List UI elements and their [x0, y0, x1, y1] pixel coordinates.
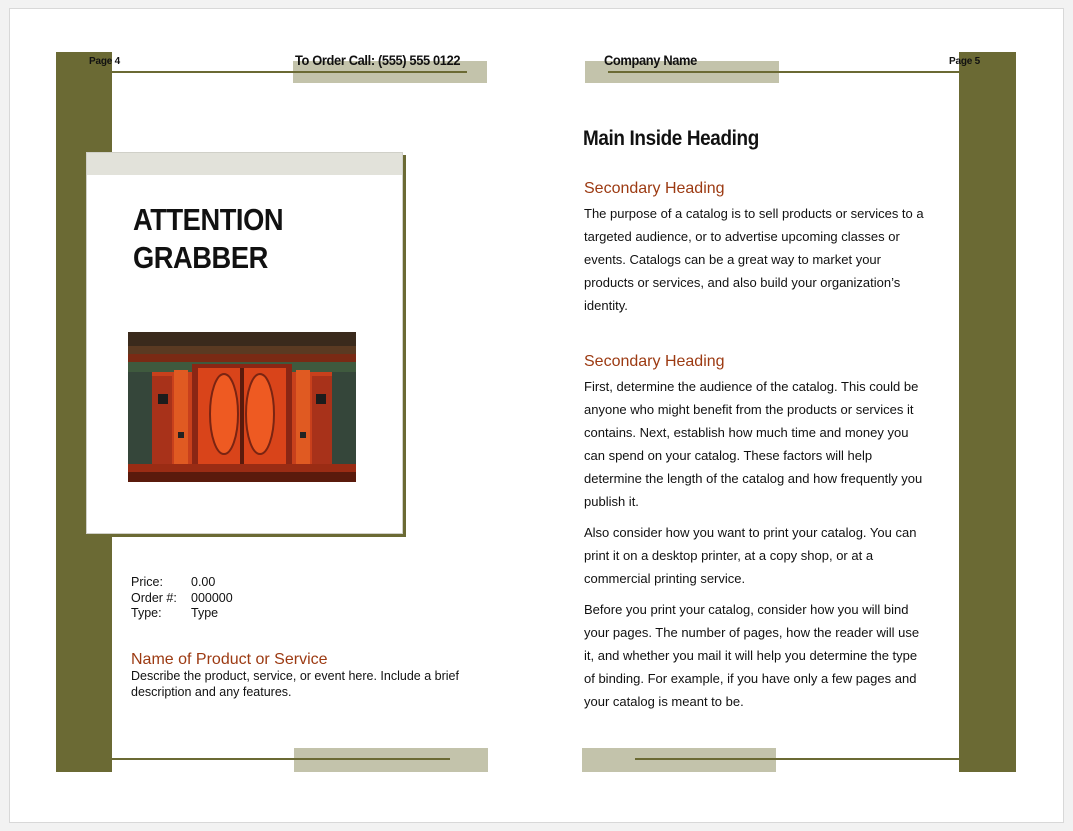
left-header-rule [112, 71, 467, 73]
main-inside-heading: Main Inside Heading [583, 127, 759, 150]
right-footer-tan-block [582, 748, 776, 772]
right-header-rule [608, 71, 959, 73]
left-page-number: Page 4 [89, 56, 121, 67]
right-page-number: Page 5 [949, 56, 981, 67]
product-title: Name of Product or Service [131, 651, 328, 668]
section-2-paragraph-3: Before you print your catalog, consider how you will bind your pages. The number of pages, how the reader will use it, and whether you mail it will help you determine the type of binding. For example, if you have only a few pages and your catalog is meant to be. [584, 602, 920, 709]
spec-price-value: 0.00 [191, 575, 216, 589]
attention-line-1: ATTENTION [133, 202, 284, 237]
spec-price [131, 574, 215, 590]
order-call-header: To Order Call: (555) 555 0122 [295, 52, 461, 68]
attention-grabber [133, 201, 283, 277]
spec-type-label: Type: [131, 606, 162, 620]
section-2-paragraph-1: First, determine the audience of the catalog. This could be anyone who might benefit from the products or services it contains. Next, establish how much time and money you can spend on your catalog. These factors will help determine the length of the catalog and how frequently you publish it. [584, 379, 923, 509]
spec-order-value: 000000 [191, 591, 233, 605]
temple-doors-image [128, 332, 356, 482]
feature-box-band [87, 153, 402, 175]
secondary-heading-2: Secondary Heading [584, 353, 725, 370]
left-footer-tan-block [294, 748, 488, 772]
section-2-paragraph-2: Also consider how you want to print your catalog. You can print it on a desktop printer, at a copy shop, or at a commercial printing service. [584, 525, 917, 586]
right-footer-rule [635, 758, 959, 760]
spec-order-label: Order #: [131, 591, 177, 605]
spec-price-label: Price: [131, 575, 163, 589]
section-1-paragraph-1: The purpose of a catalog is to sell products or services to a targeted audience, or to advertise upcoming classes or events. Catalogs can be a great way to market your products or services, and also build your organization’s identity. [584, 206, 924, 313]
spec-order [131, 590, 233, 606]
product-description: Describe the product, service, or event here. Include a brief description and any features. [131, 669, 459, 699]
company-name-header: Company Name [604, 52, 697, 68]
spec-type-value: Type [191, 606, 219, 620]
attention-line-2: GRABBER [133, 240, 268, 275]
spec-type [131, 605, 218, 621]
left-footer-rule [112, 758, 450, 760]
right-margin-bar [959, 52, 1016, 772]
secondary-heading-1: Secondary Heading [584, 180, 725, 197]
